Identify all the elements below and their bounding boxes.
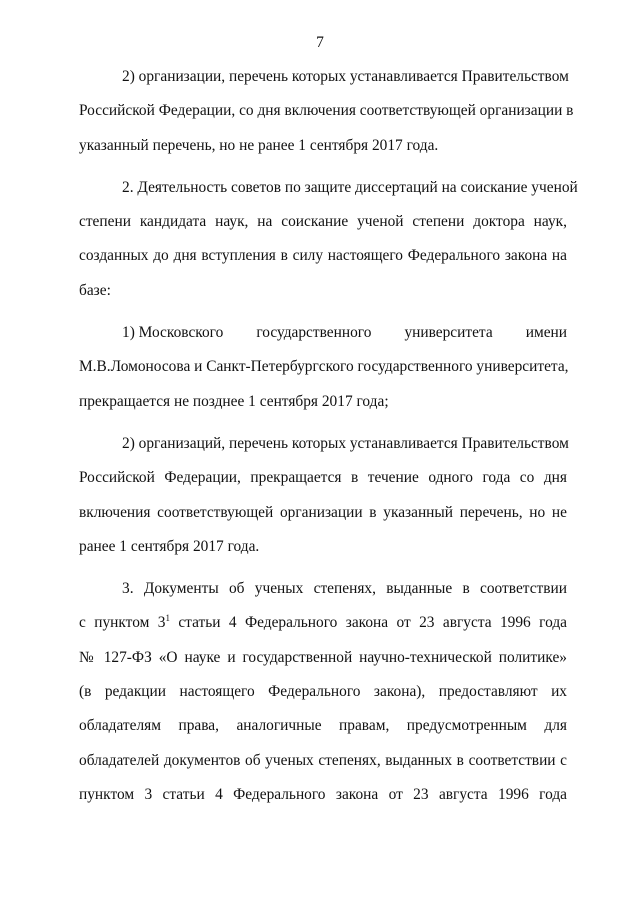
paragraph-line: включения соответствующей организации в указанный перечень, но не — [79, 503, 567, 521]
paragraph-word: государственного — [256, 324, 372, 342]
paragraph-line: созданных до дня вступления в силу настоящего Федерального закона на — [79, 247, 567, 265]
paragraph-line: М.В.Ломоносова и Санкт-Петербургского государственного университета, — [79, 358, 569, 376]
paragraph-line: обладателям права, аналогичные правам, предусмотренным для — [79, 717, 567, 735]
paragraph-3 — [79, 316, 567, 419]
paragraph-line: пунктом 3 статьи 4 Федерального закона от 23 августа 1996 года — [79, 785, 567, 803]
paragraph-line — [79, 606, 567, 640]
paragraph-line: (в редакции настоящего Федерального закона), предоставляют их — [79, 683, 567, 701]
paragraph-line: Российской Федерации, прекращается в течение одного года со дня — [79, 469, 567, 487]
paragraph-line: Российской Федерации, со дня включения соответствующей организации в — [79, 102, 574, 120]
paragraph-4 — [79, 427, 567, 564]
paragraph-line: 3. Документы об ученых степенях, выданные в соответствии — [122, 580, 567, 598]
paragraph-line: 2) организации, перечень которых устанавливается Правительством — [122, 68, 569, 85]
paragraph-line — [79, 316, 567, 350]
superscript-mark: 1 — [165, 613, 170, 624]
paragraph-line: обладателей документов об ученых степенях, выданных в соответствии с — [79, 751, 567, 769]
paragraph-line: 2) организаций, перечень которых устанавливается Правительством — [122, 434, 569, 452]
paragraph-line: прекращается не позднее 1 сентября 2017 года; — [79, 392, 389, 410]
paragraph-line: указанный перечень, но не ранее 1 сентября 2017 года. — [79, 136, 439, 154]
document-body — [79, 60, 578, 812]
paragraph-line: № 127-ФЗ «О науке и государственной научно-технической политике» — [79, 648, 567, 666]
paragraph-text: с пунктом 3 — [79, 614, 166, 632]
paragraph-word: имени — [525, 324, 567, 342]
paragraph-word: 1) Московского — [122, 324, 224, 342]
paragraph-line: 2. Деятельность советов по защите диссертаций на соискание ученой — [122, 178, 578, 196]
paragraph-line: базе: — [79, 281, 111, 299]
paragraph-line: степени кандидата наук, на соискание ученой степени доктора наук, — [79, 213, 567, 231]
paragraph-2 — [79, 171, 578, 308]
page-number: 7 — [316, 34, 324, 51]
paragraph-5 — [79, 572, 567, 812]
paragraph-1 — [79, 60, 574, 163]
paragraph-text: статьи 4 Федерального закона от 23 августа 1996 года — [169, 614, 567, 632]
paragraph-line: ранее 1 сентября 2017 года. — [79, 537, 260, 555]
paragraph-word: университета — [404, 324, 493, 342]
